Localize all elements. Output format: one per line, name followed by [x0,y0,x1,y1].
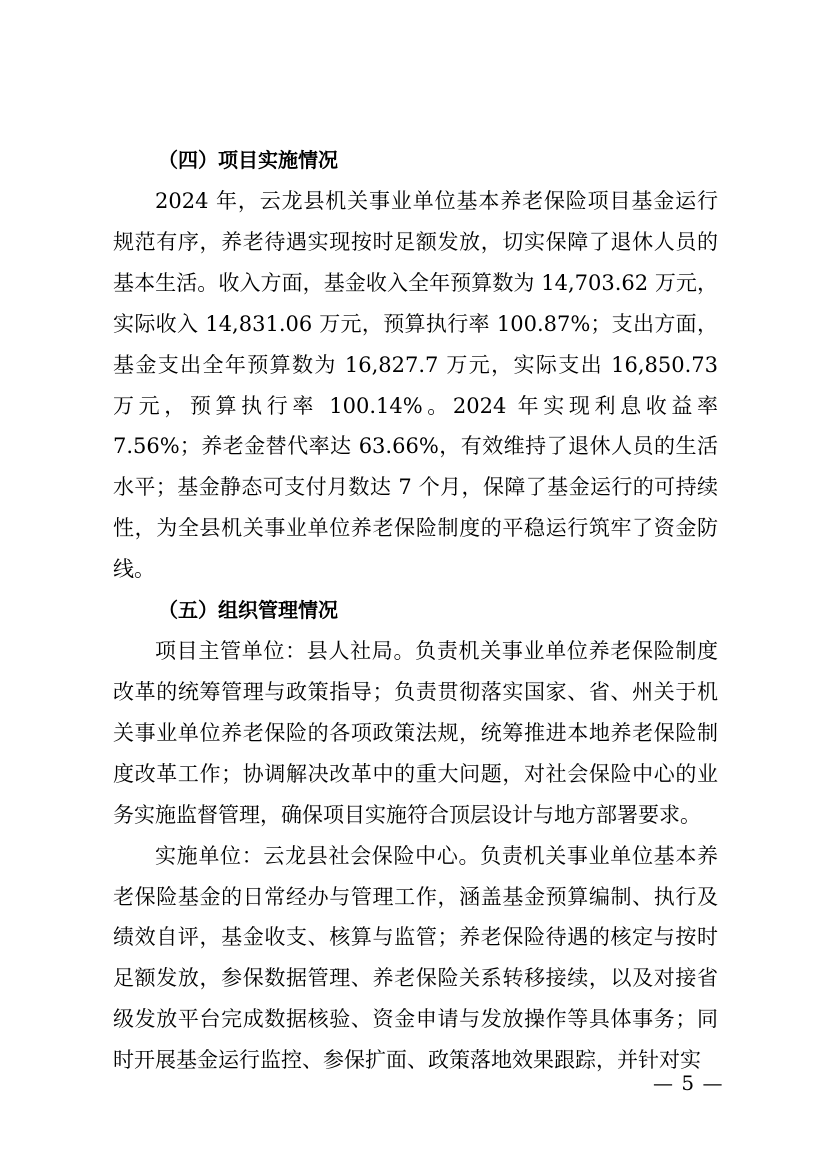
page-number: — 5 — [653,1071,724,1095]
paragraph-supervising-unit: 项目主管单位：县人社局。负责机关事业单位养老保险制度改革的统筹管理与政策指导；负责贯彻落实国家、省、州关于机关事业单位养老保险的各项政策法规，统筹推进本地养老保险制度改革工作；协调解决改革中的重大问题，对社会保险中心的业务实施监督管理，确保项目实施符合顶层设计与地方部署要求。 [113,639,718,827]
paragraph-implementing-unit: 实施单位：云龙县社会保险中心。负责机关事业单位基本养老保险基金的日常经办与管理工作，涵盖基金预算编制、执行及绩效自评，基金收支、核算与监管；养老保险待遇的核定与按时足额发放，参保数据管理、养老保险关系转移接续，以及对接省级发放平台完成数据核验、资金申请与发放操作等具体事务；同时开展基金运行监控、参保扩面、政策落地效果跟踪，并针对实 [113,843,718,1073]
section-heading-organization-management: （五）组织管理情况 [158,598,338,623]
document-body [113,140,718,1081]
paragraph-project-implementation: 2024 年，云龙县机关事业单位基本养老保险项目基金运行规范有序，养老待遇实现按时足额发放，切实保障了退休人员的基本生活。收入方面，基金收入全年预算数为 14,703.62 万元，实际收入 14,831.06 万元，预算执行率 100.87%；支出方面，基金支出全年预算数为 16,827.7 万元，实际支出 16,850.73 万元，预算执行率 100.14%。2024 年实现利息收益率 7.56%；养老金替代率达 63.66%，有效维持了退休人员的生活水平；基金静态可支付月数达 7 个月，保障了基金运行的可持续性，为全县机关事业单位养老保险制度的平稳运行筑牢了资金防线。 [113,189,718,582]
section-heading-project-implementation: （四）项目实施情况 [158,148,338,172]
